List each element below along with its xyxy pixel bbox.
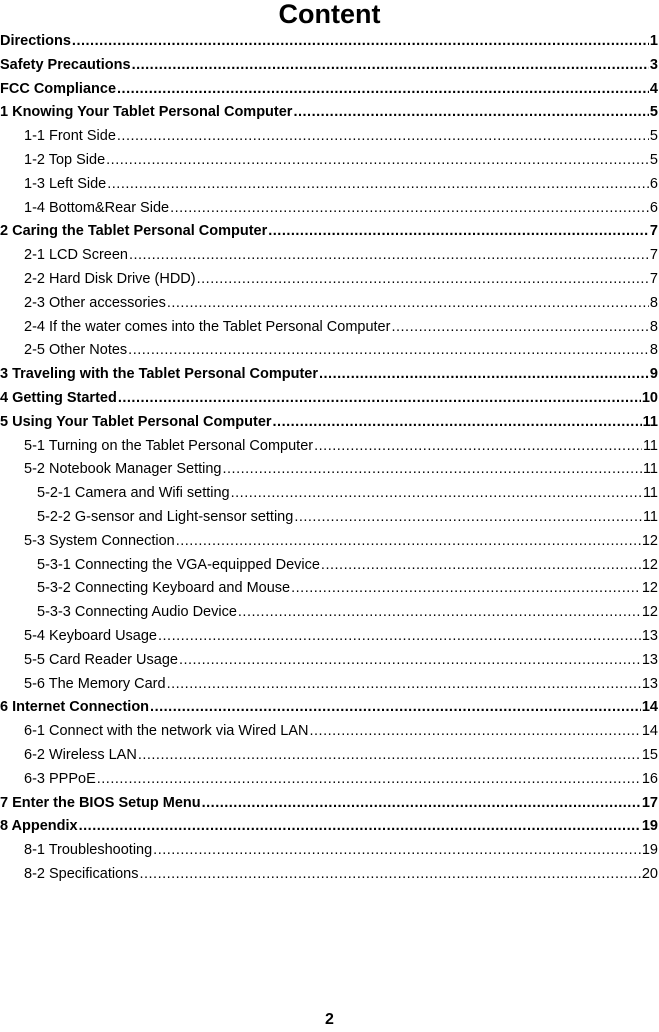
toc-entry[interactable] [0,81,659,105]
toc-entry-page: 11 [642,461,658,478]
toc-entry-page: 11 [642,413,658,430]
toc-entry-label: 6-3 PPPoE [24,770,96,787]
toc-entry-label: 5-2-1 Camera and Wifi setting [37,485,230,502]
toc-entry[interactable] [0,33,659,57]
toc-entry-label: 6-2 Wireless LAN [24,746,137,763]
toc-entry[interactable] [0,390,659,414]
toc-entry-page: 8 [649,294,658,311]
toc-entry-label: 6 Internet Connection [0,699,150,716]
toc-entry[interactable] [0,580,659,604]
dot-leader [118,390,641,406]
toc-entry-page: 13 [641,651,658,668]
dot-leader [268,223,649,239]
toc-entry[interactable] [0,295,659,319]
toc-entry-label: 5-3-3 Connecting Audio Device [37,604,237,621]
toc-entry-label: 5-3 System Connection [24,532,175,549]
toc-entry-label: 7 Enter the BIOS Setup Menu [0,794,201,811]
toc-entry[interactable] [0,795,659,819]
toc-entry-page: 12 [641,604,658,621]
toc-entry-page: 12 [641,580,658,597]
toc-entry[interactable] [0,271,659,295]
dot-leader [391,319,648,335]
toc-entry-label: 5-6 The Memory Card [24,675,166,692]
toc-entry-page: 1 [649,33,658,49]
toc-entry-label: 2-4 If the water comes into the Tablet Personal Computer [24,318,391,335]
toc-entry-label: 2-3 Other accessories [24,294,166,311]
toc-entry[interactable] [0,747,659,771]
toc-entry[interactable] [0,652,659,676]
dot-leader [197,271,649,287]
dot-leader [158,628,641,644]
dot-leader [319,366,649,382]
dot-leader [139,866,640,882]
page-title: Content [278,0,381,29]
toc-entry-label: FCC Compliance [0,80,117,97]
toc-entry-page: 19 [641,818,658,835]
dot-leader [179,652,641,668]
toc-entry[interactable] [0,438,659,462]
dot-leader [128,342,649,358]
toc-entry-page: 12 [641,556,658,573]
dot-leader [117,81,649,97]
toc-entry-page: 10 [641,389,658,406]
toc-entry-label: 5-2-2 G-sensor and Light-sensor setting [37,508,294,525]
toc-entry[interactable] [0,866,659,890]
dot-leader [238,604,641,620]
toc-entry-page: 6 [649,175,658,192]
toc-entry[interactable] [0,57,659,81]
toc-entry[interactable] [0,223,659,247]
toc-entry-label: 5-2 Notebook Manager Setting [24,461,222,478]
toc-entry[interactable] [0,128,659,152]
dot-leader [107,176,649,192]
toc-entry[interactable] [0,557,659,581]
toc-entry[interactable] [0,604,659,628]
toc-entry[interactable] [0,414,659,438]
toc-entry-label: 8-2 Specifications [24,865,139,882]
dot-leader [293,104,648,120]
toc-entry[interactable] [0,461,659,485]
dot-leader [138,747,641,763]
toc-entry-label: 5 Using Your Tablet Personal Computer [0,413,272,430]
toc-entry[interactable] [0,628,659,652]
toc-entry-label: 8-1 Troubleshooting [24,842,153,859]
toc-entry-page: 11 [642,485,658,502]
toc-entry[interactable] [0,842,659,866]
dot-leader [117,128,649,144]
toc-entry[interactable] [0,699,659,723]
toc-entry[interactable] [0,485,659,509]
toc-entry-label: 1-2 Top Side [24,151,106,168]
dot-leader [273,414,642,430]
dot-leader [129,247,649,263]
toc-entry-page: 19 [641,842,658,859]
toc-entry[interactable] [0,152,659,176]
dot-leader [314,438,642,454]
toc-entry[interactable] [0,319,659,343]
dot-leader [310,723,641,739]
toc-entry-page: 5 [649,104,658,121]
toc-entry-label: 5-1 Turning on the Tablet Personal Computer [24,437,314,454]
toc-entry-page: 13 [641,627,658,644]
toc-entry-page: 7 [649,247,658,264]
toc-entry-label: 1-3 Left Side [24,175,107,192]
toc-entry-page: 4 [649,80,658,97]
toc-entry-label: 2-2 Hard Disk Drive (HDD) [24,270,196,287]
toc-entry[interactable] [0,366,659,390]
toc-entry-page: 3 [649,56,658,73]
dot-leader [72,33,649,49]
toc-entry-page: 11 [642,437,658,454]
dot-leader [176,533,641,549]
toc-entry-label: 5-3-1 Connecting the VGA-equipped Device [37,556,320,573]
toc-entry-page: 14 [641,723,658,740]
dot-leader [291,580,641,596]
toc-entry-label: 3 Traveling with the Tablet Personal Computer [0,366,318,383]
toc-entry-label: 5-4 Keyboard Usage [24,627,157,644]
toc-entry[interactable] [0,723,659,747]
toc-entry[interactable] [0,676,659,700]
toc-entry[interactable] [0,771,659,795]
toc-entry-page: 6 [649,199,658,216]
toc-entry-label: 4 Getting Started [0,389,117,406]
dot-leader [167,295,649,311]
toc-entry[interactable] [0,342,659,366]
page-number: 2 [325,1011,334,1028]
toc-entry-label: 2-5 Other Notes [24,342,128,359]
toc-entry-page: 14 [641,699,658,716]
toc-entry[interactable] [0,176,659,200]
toc-entry[interactable] [0,818,659,842]
dot-leader [231,485,642,501]
dot-leader [153,842,641,858]
toc-entry-label: Directions [0,33,71,49]
toc-entry-page: 7 [649,223,658,240]
toc-entry-label: 2 Caring the Tablet Personal Computer [0,223,268,240]
toc-entry-page: 9 [649,366,658,383]
toc-entry-label: 5-5 Card Reader Usage [24,651,178,668]
toc-entry[interactable] [0,200,659,224]
toc-entry-label: 1 Knowing Your Tablet Personal Computer [0,104,293,121]
dot-leader [106,152,649,168]
toc-entry-page: 15 [641,746,658,763]
toc-entry[interactable] [0,533,659,557]
dot-leader [223,461,642,477]
toc-entry-label: 1-1 Front Side [24,128,116,145]
toc-entry-label: Safety Precautions [0,56,131,73]
dot-leader [202,795,641,811]
toc-entry-page: 5 [649,151,658,168]
dot-leader [170,200,649,216]
toc-entry-label: 5-3-2 Connecting Keyboard and Mouse [37,580,291,597]
toc-entry-page: 13 [641,675,658,692]
toc-entry-page: 5 [649,128,658,145]
toc-entry-label: 2-1 LCD Screen [24,247,128,264]
table-of-contents [0,33,659,890]
dot-leader [132,57,649,73]
dot-leader [97,771,641,787]
toc-entry-label: 6-1 Connect with the network via Wired LAN [24,723,309,740]
toc-entry[interactable] [0,104,659,128]
toc-entry-label: 8 Appendix [0,818,78,835]
toc-entry-page: 17 [641,794,658,811]
toc-entry[interactable] [0,509,659,533]
toc-entry-page: 11 [642,508,658,525]
toc-entry-page: 8 [649,342,658,359]
dot-leader [167,676,641,692]
toc-entry[interactable] [0,247,659,271]
dot-leader [321,557,641,573]
toc-entry-page: 8 [649,318,658,335]
dot-leader [294,509,642,525]
dot-leader [150,699,641,715]
toc-entry-page: 7 [649,270,658,287]
toc-entry-label: 1-4 Bottom&Rear Side [24,199,170,216]
dot-leader [79,818,641,834]
toc-entry-page: 20 [641,865,658,882]
toc-entry-page: 12 [641,532,658,549]
toc-entry-page: 16 [641,770,658,787]
